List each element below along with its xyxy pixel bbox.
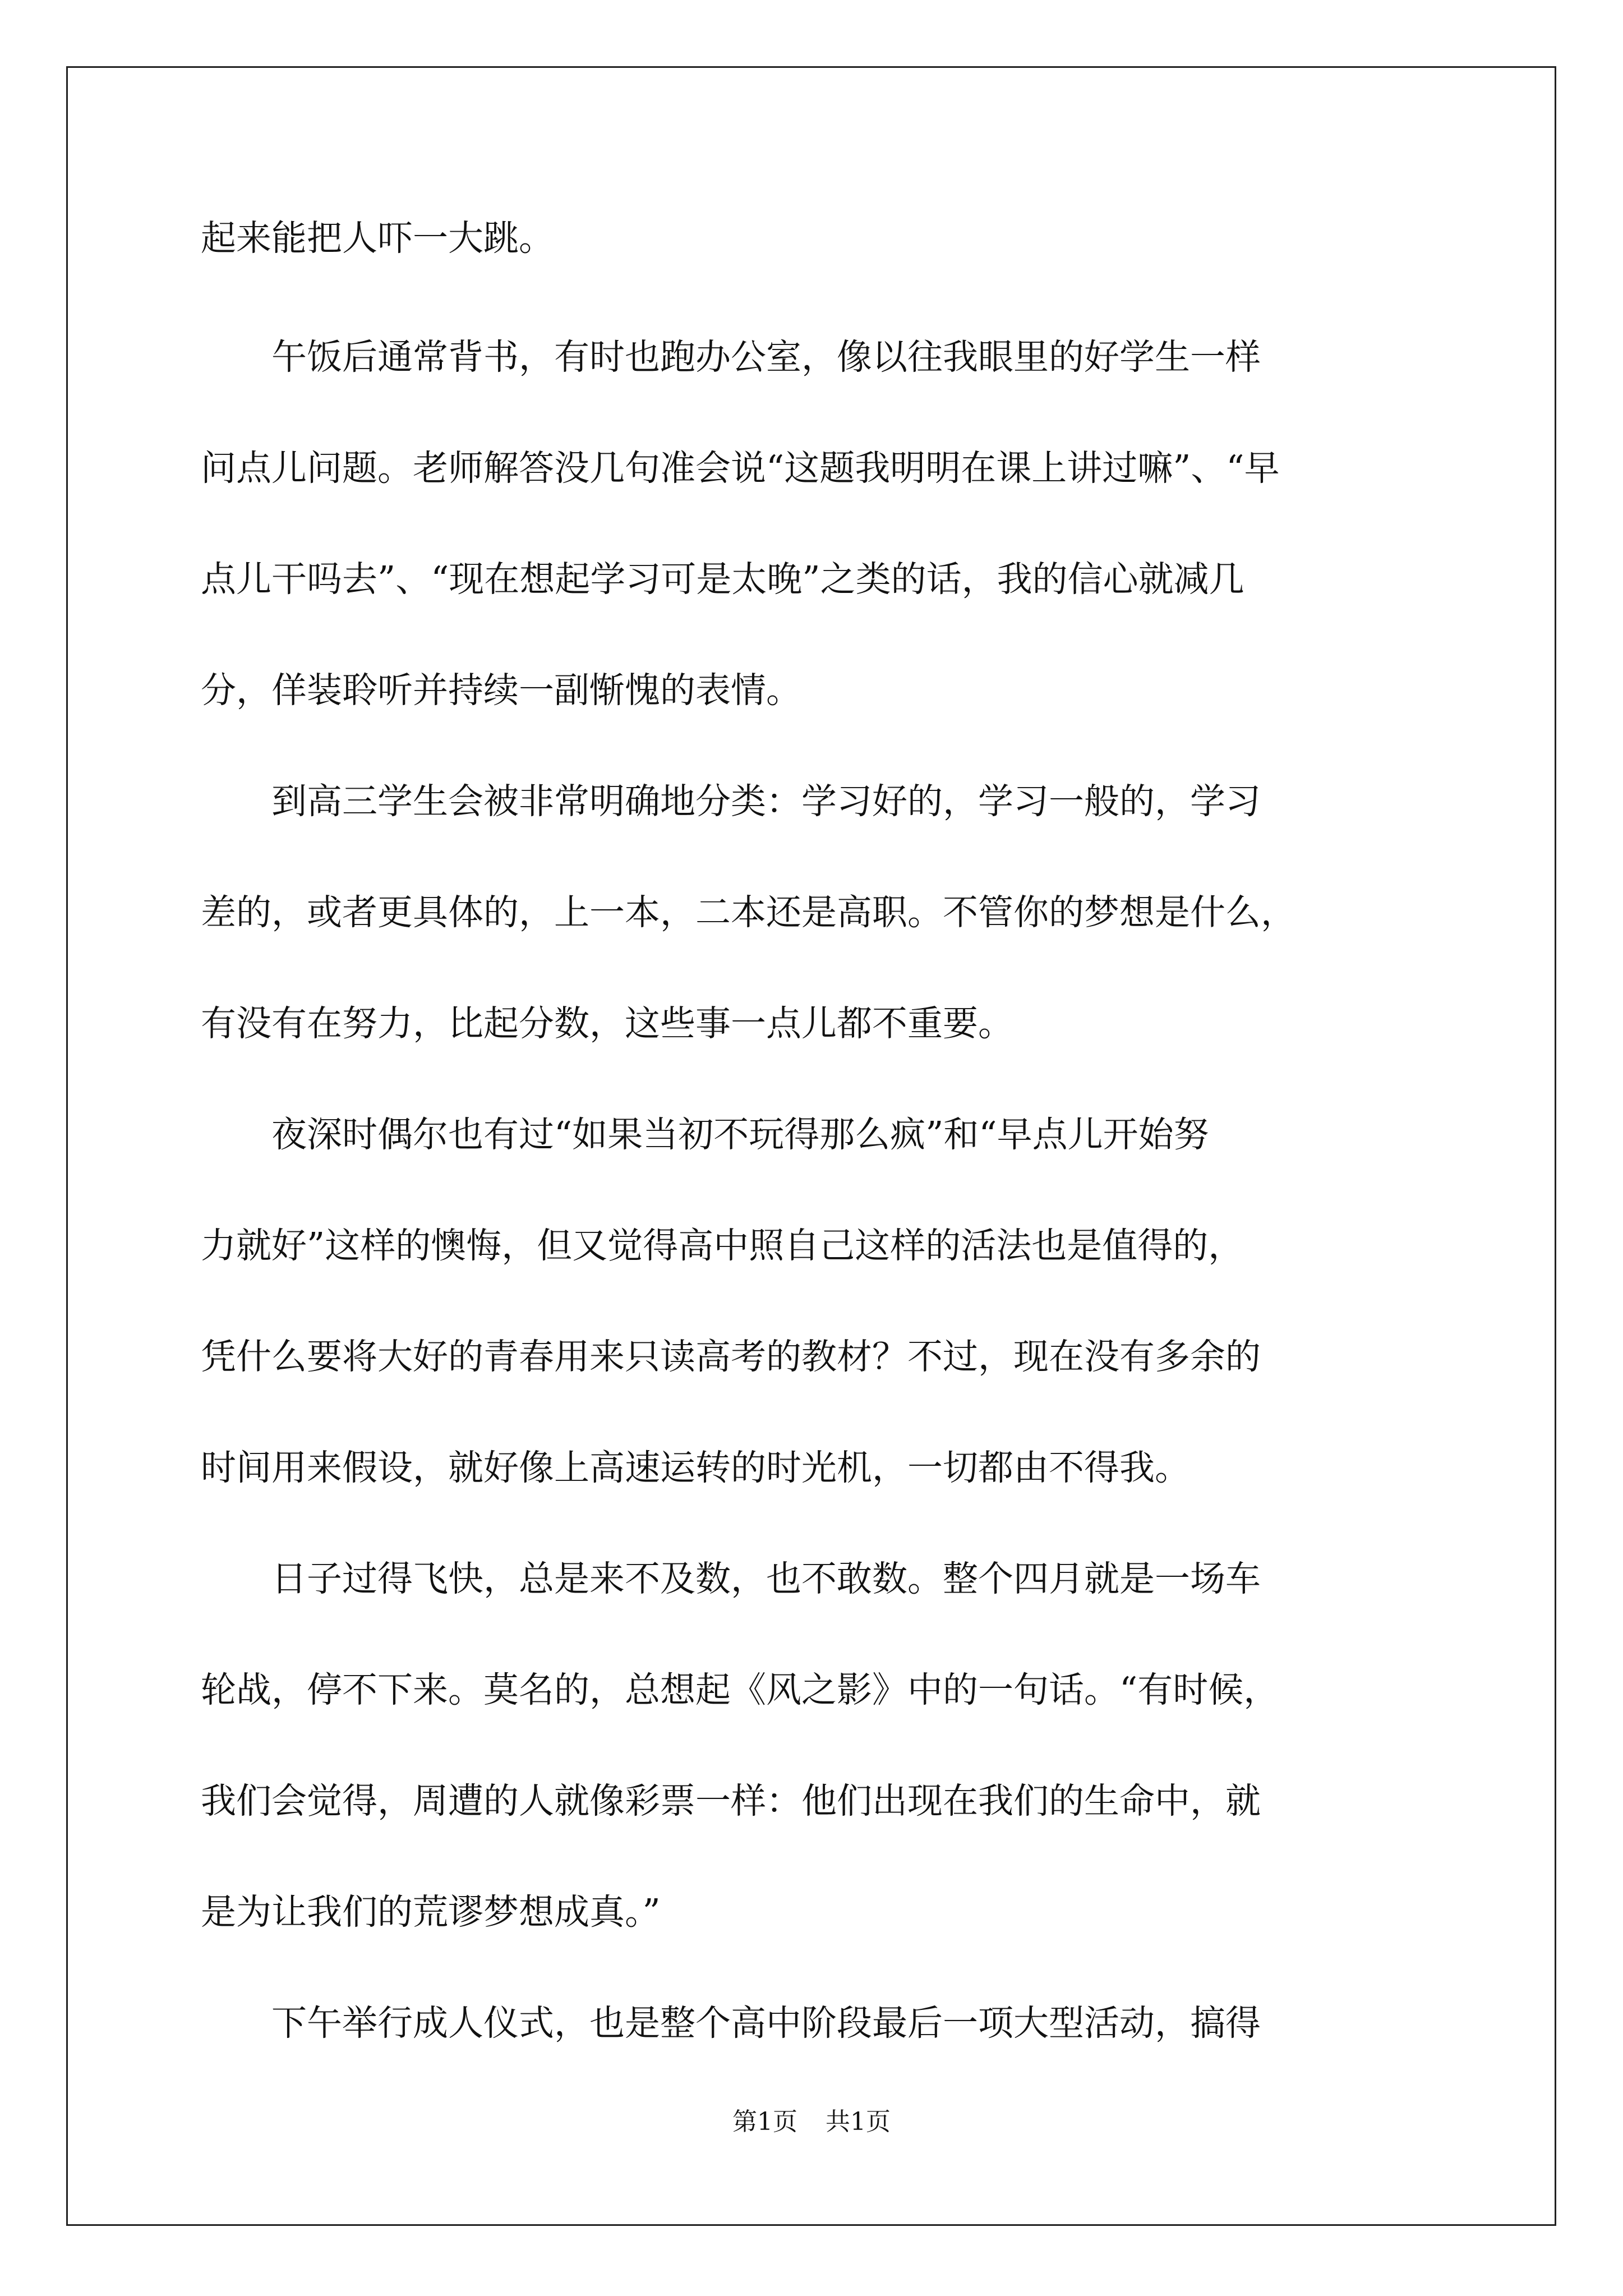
text-line: 下午举行成人仪式，也是整个高中阶段最后一项大型活动，搞得 (201, 2003, 1261, 2044)
text-line: 我们会觉得，周遭的人就像彩票一样：他们出现在我们的生命中，就 (201, 1780, 1261, 1821)
text-line: 日子过得飞快，总是来不及数，也不敢数。整个四月就是一场车 (201, 1558, 1261, 1599)
text-line: 午饭后通常背书，有时也跑办公室，像以往我眼里的好学生一样 (201, 337, 1261, 378)
text-line: 有没有在努力，比起分数，这些事一点儿都不重要。 (201, 1003, 1013, 1044)
text-line: 是为让我们的荒谬梦想成真。” (201, 1892, 661, 1932)
text-line: 夜深时偶尔也有过“如果当初不玩得那么疯”和“早点儿开始努 (201, 1114, 1209, 1155)
text-line: 差的，或者更具体的，上一本，二本还是高职。不管你的梦想是什么， (201, 892, 1296, 933)
text-line: 起来能把人吓一大跳。 (201, 218, 554, 259)
text-line: 力就好”这样的懊悔，但又觉得高中照自己这样的活法也是值得的， (201, 1225, 1244, 1266)
text-line: 问点儿问题。老师解答没几句准会说“这题我明明在课上讲过嘛”、“早 (201, 448, 1280, 489)
text-line: 点儿干吗去”、“现在想起学习可是太晚”之类的话，我的信心就减几 (201, 559, 1244, 600)
page-total: 共1页 (826, 2108, 891, 2136)
page-number: 第1页 (732, 2108, 797, 2136)
text-line: 凭什么要将大好的青春用来只读高考的教材？不过，现在没有多余的 (201, 1336, 1261, 1377)
text-line: 轮战，停不下来。莫名的，总想起《风之影》中的一句话。“有时候， (201, 1669, 1279, 1710)
text-line: 时间用来假设，就好像上高速运转的时光机，一切都由不得我。 (201, 1447, 1190, 1488)
text-line: 分，佯装聆听并持续一副惭愧的表情。 (201, 670, 801, 711)
page-footer (0, 2106, 1623, 2138)
text-line: 到高三学生会被非常明确地分类：学习好的，学习一般的，学习 (201, 781, 1261, 822)
